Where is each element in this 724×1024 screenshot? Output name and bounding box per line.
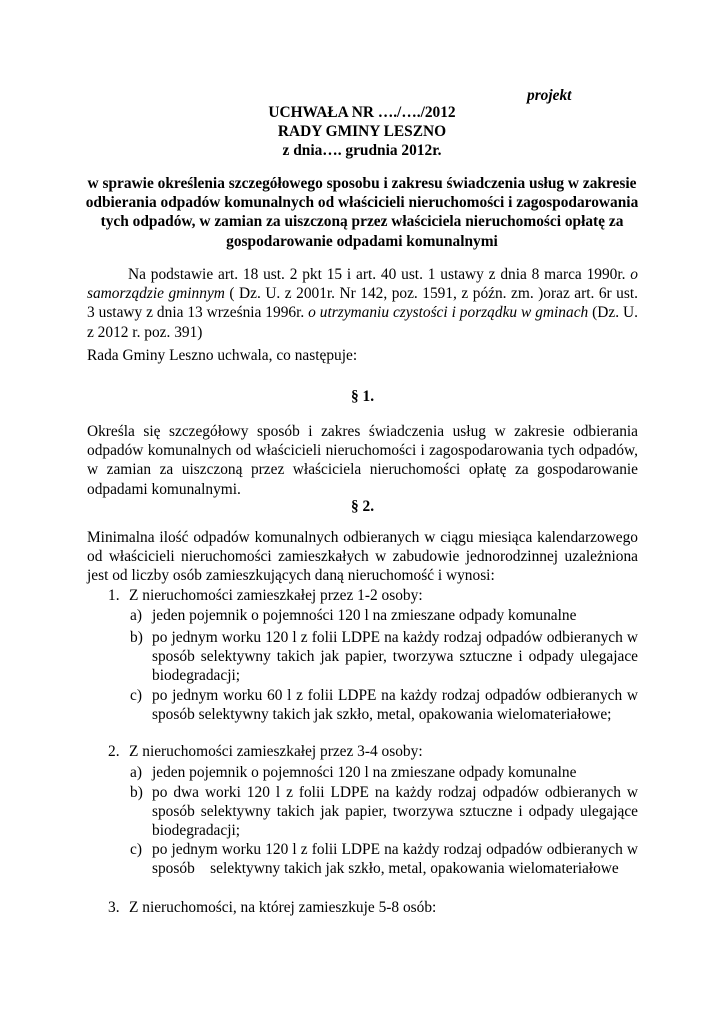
subject-line: odbierania odpadów komunalnych od właścicieli nieruchomości i zagospodarowania [85,194,639,212]
legal-basis-text: (Dz. U. z 2012 r. poz. 391) [87,304,638,341]
legal-basis-text: Na podstawie art. 18 ust. 2 pkt 15 i art. 40 ust. 1 ustawy z dnia 8 marca 1990r. [128,266,631,283]
section-2-heading: § 2. [350,498,375,515]
resolution-title-block [60,103,664,161]
resolution-subject [84,174,640,251]
subject-line: tych odpadów, w zamian za uiszczoną przez właściciela nieruchomości opłatę za [100,213,624,231]
legal-basis-text: ( Dz. U. z 2001r. Nr 142, poz. 1591, z późn. zm. )oraz art. 6r ust. 3 ustawy z dnia 13 września 1996r. [87,285,638,322]
resolution-intro: Rada Gminy Leszno uchwala, co następuje: [87,347,358,364]
sub-list-item [130,628,638,686]
sub-item-text: jeden pojemnik o pojemności 120 l na zmieszane odpady komunalne [152,607,577,624]
subject-line: w sprawie określenia szczegółowego sposobu i zakresu świadczenia usług w zakresie [87,175,637,192]
list-item [108,586,638,605]
sub-item-text: po jednym worku 60 l z folii LDPE na każdy rodzaj odpadów odbieranych w sposób selektywny takich jak szkło, metal, opakowania wielomateriałowe; [152,687,638,724]
section-2-intro: Minimalna ilość odpadów komunalnych odbieranych w ciągu miesiąca kalendarzowego od właścicieli nieruchomości zamieszkałych w zabudowie jednorodzinnej uzależniona jest od liczby osób zamieszkujących daną nieruchomość i wynosi: [87,529,638,585]
list-item-number: 2. [108,743,120,760]
legal-basis-paragraph [87,265,638,342]
draft-label: projekt [527,87,572,104]
sub-item-text: po dwa worki 120 l z folii LDPE na każdy rodzaj odpadów odbieranych w sposób selektywny takich jak papier, tworzywa sztuczne i odpady ulegające biodegradacji; [152,784,638,840]
legal-basis-act-title: o samorządzie gminnym [87,266,638,303]
sub-list-item [130,686,638,724]
sub-list-item [130,606,638,625]
list-item-text: Z nieruchomości zamieszkałej przez 1-2 osoby: [129,587,423,604]
resolution-number: UCHWAŁA NR …./…./2012 [268,104,456,121]
list-item [108,898,638,917]
sub-item-label: b) [130,629,143,646]
sub-item-label: a) [130,607,142,624]
sub-item-label: b) [130,784,143,801]
sub-item-text: po jednym worku 120 l z folii LDPE na każdy rodzaj odpadów odbieranych w sposób selektywny takich jak papier, tworzywa sztuczne i odpady ulegajace biodegradacji; [152,629,638,685]
list-item [108,742,638,761]
legal-basis-act-title: o utrzymaniu czystości i porządku w gminach [308,304,589,322]
sub-item-label: c) [130,841,142,858]
subject-line: gospodarowanie odpadami komunalnymi [226,232,498,250]
list-item-text: Z nieruchomości, na której zamieszkuje 5-8 osób: [129,899,437,916]
sub-list-item [130,840,642,878]
sub-item-label: c) [130,687,142,704]
sub-list-item [130,763,638,782]
list-item-text: Z nieruchomości zamieszkałej przez 3-4 osoby: [129,743,423,760]
list-item-number: 1. [108,587,120,604]
resolution-date: z dnia…. grudnia 2012r. [282,142,442,160]
sub-item-text: po jednym worku 120 l z folii LDPE na każdy rodzaj odpadów odbieranych w sposób selektywny takich jak szkło, metal, opakowania wielomateriałowe [152,841,642,878]
sub-list-item [130,783,638,841]
sub-item-text: jeden pojemnik o pojemności 120 l na zmieszane odpady komunalne [152,764,577,781]
sub-item-label: a) [130,764,142,781]
council-name: RADY GMINY LESZNO [277,123,447,141]
list-item-number: 3. [108,899,120,916]
section-1-heading: § 1. [350,388,375,405]
section-1-text: Określa się szczegółowy sposób i zakres świadczenia usług w zakresie odbierania odpadów komunalnych od właścicieli nieruchomości i zagospodarowania tych odpadów, w zamian za uiszczoną przez właściciela nieruchomości opłatę za gospodarowanie odpadami komunalnymi. [87,423,638,498]
